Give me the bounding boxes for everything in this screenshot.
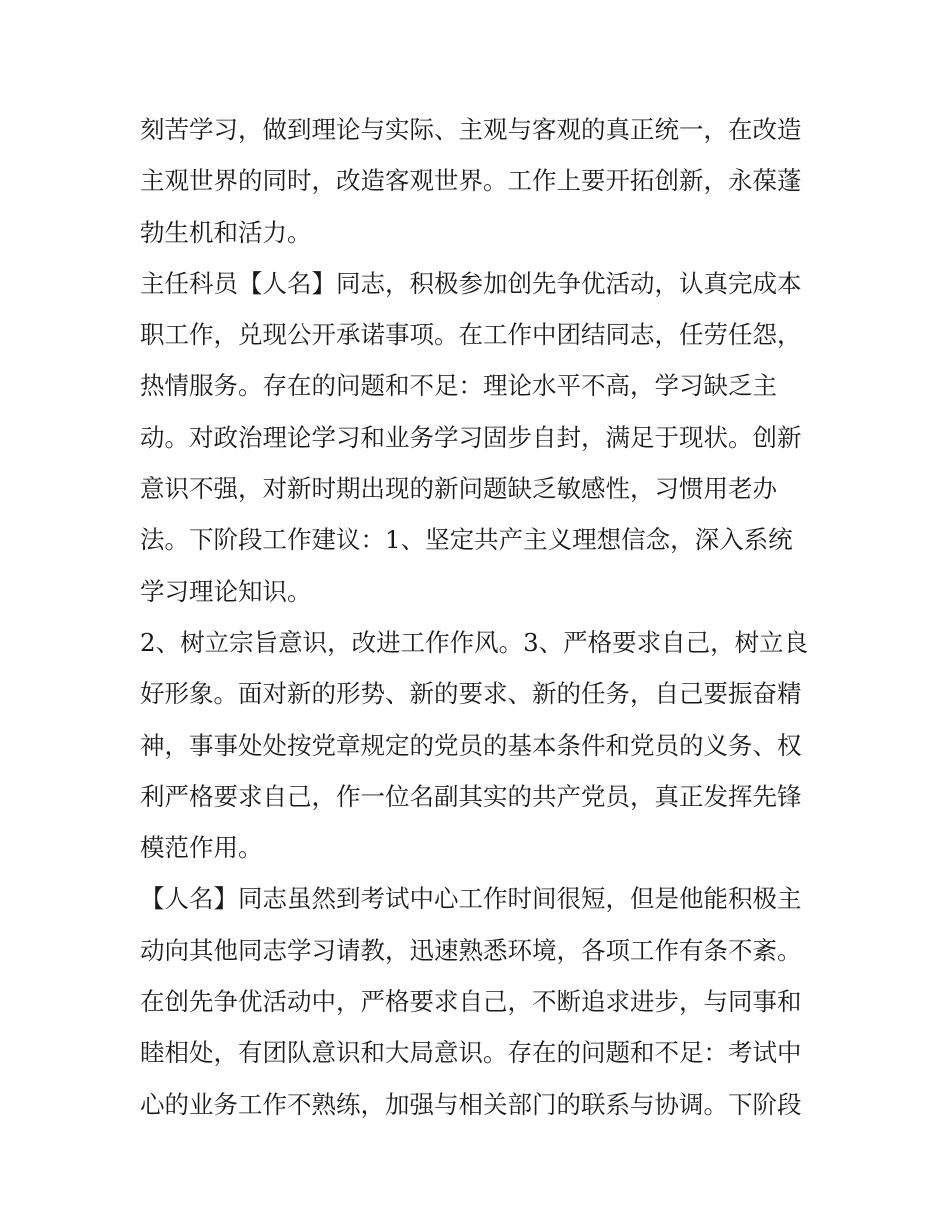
- text-line: 在创先争优活动中，严格要求自己，不断追求进步，与同事和: [140, 987, 802, 1017]
- text-line: 热情服务。存在的问题和不足：理论水平不高，学习缺乏主: [140, 371, 777, 401]
- text-line: 意识不强，对新时期出现的新问题缺乏敏感性，习惯用老办: [140, 474, 777, 504]
- text-line: 利严格要求自己，作一位名副其实的共产党员，真正发挥先锋: [140, 781, 802, 811]
- text-line: 动。对政治理论学习和业务学习固步自封，满足于现状。创新: [140, 422, 802, 452]
- text-line: 勃生机和活力。: [140, 217, 312, 247]
- text-line: 模范作用。: [140, 833, 263, 863]
- text-line: 学习理论知识。: [140, 576, 312, 606]
- text-line: 【人名】同志虽然到考试中心工作时间很短，但是他能积极主: [140, 884, 802, 914]
- text-line: 好形象。面对新的形势、新的要求、新的任务，自己要振奋精: [140, 679, 802, 709]
- text-line: 神，事事处处按党章规定的党员的基本条件和党员的义务、权: [140, 730, 802, 760]
- document-body: [140, 104, 812, 1130]
- text-line: 主任科员【人名】同志，积极参加创先争优活动，认真完成本: [140, 268, 802, 298]
- text-line: 法。下阶段工作建议：1、坚定共产主义理想信念，深入系统: [140, 525, 793, 555]
- text-line: 动向其他同志学习请教，迅速熟悉环境，各项工作有条不紊。: [140, 935, 802, 965]
- text-line: 睦相处，有团队意识和大局意识。存在的问题和不足：考试中: [140, 1038, 802, 1068]
- text-line: 心的业务工作不熟练，加强与相关部门的联系与协调。下阶段: [140, 1089, 802, 1119]
- text-line: 主观世界的同时，改造客观世界。工作上要开拓创新，永葆蓬: [140, 166, 802, 196]
- text-line: 职工作，兑现公开承诺事项。在工作中团结同志，任劳任怨，: [140, 320, 802, 350]
- text-line: 2、树立宗旨意识，改进工作作风。3、严格要求自己，树立良: [140, 627, 809, 657]
- text-line: 刻苦学习，做到理论与实际、主观与客观的真正统一，在改造: [140, 115, 802, 144]
